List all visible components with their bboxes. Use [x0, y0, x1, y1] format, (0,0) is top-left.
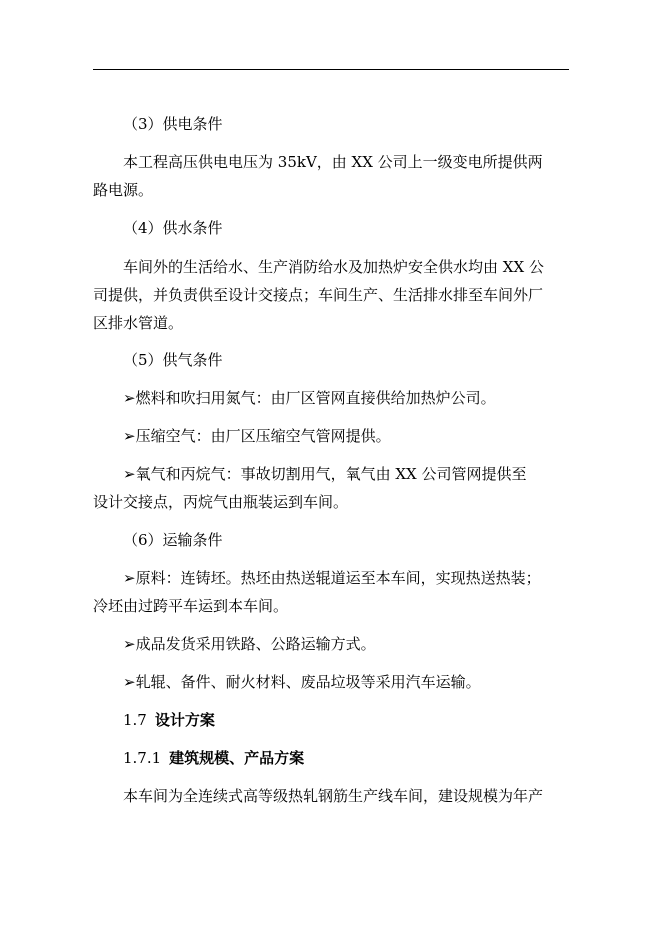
heading-gas-supply: （5）供气条件	[123, 351, 223, 369]
arrow-bullet-icon: ➢	[123, 465, 136, 483]
arrow-bullet-icon: ➢	[123, 635, 136, 653]
heading-power-supply: （3）供电条件	[123, 115, 223, 133]
list-item-text: 成品发货采用铁路、公路运输方式。	[135, 635, 376, 653]
section-number: 1.7	[123, 711, 147, 729]
list-item-text: 压缩空气：由厂区压缩空气管网提供。	[135, 427, 391, 445]
text-line: 本车间为全连续式高等级热轧钢筋生产线车间，建设规模为年产	[123, 787, 544, 805]
list-item	[93, 460, 569, 516]
text-line: 路电源。	[93, 181, 154, 199]
list-item	[93, 422, 569, 450]
section-heading-1-7-1	[123, 744, 599, 772]
paragraph-water-supply	[93, 253, 569, 337]
arrow-bullet-icon: ➢	[123, 389, 136, 407]
section-title: 设计方案	[154, 711, 215, 729]
text-line: 司提供，并负责供至设计交接点；车间生产、生活排水排至车间外厂	[93, 286, 544, 304]
section-heading-1-7	[123, 706, 599, 734]
text-line: 区排水管道。	[93, 314, 184, 332]
arrow-bullet-icon: ➢	[123, 427, 136, 445]
list-item-text: 原料：连铸坯。热坯由热送辊道运至本车间，实现热送热装；	[135, 569, 541, 587]
list-item	[93, 630, 569, 658]
header-rule	[93, 69, 569, 70]
heading-water-supply: （4）供水条件	[123, 219, 223, 237]
list-item-text: 燃料和吹扫用氮气：由厂区管网直接供给加热炉公司。	[135, 389, 496, 407]
text-line: 本工程高压供电电压为 35kV，由 XX 公司上一级变电所提供两	[123, 153, 543, 171]
list-item-text: 氧气和丙烷气：事故切割用气，氧气由 XX 公司管网提供至	[135, 465, 527, 483]
list-item-text: 设计交接点，丙烷气由瓶装运到车间。	[93, 493, 349, 511]
heading-transport: （6）运输条件	[123, 531, 223, 549]
arrow-bullet-icon: ➢	[123, 673, 136, 691]
list-item	[93, 384, 569, 412]
list-item-text: 冷坯由过跨平车运到本车间。	[93, 597, 289, 615]
list-item	[93, 668, 569, 696]
section-number: 1.7.1	[123, 749, 162, 767]
list-item	[93, 564, 569, 620]
arrow-bullet-icon: ➢	[123, 569, 136, 587]
text-line: 车间外的生活给水、生产消防给水及加热炉安全供水均由 XX 公	[123, 258, 544, 276]
list-item-text: 轧辊、备件、耐火材料、废品垃圾等采用汽车运输。	[135, 673, 481, 691]
paragraph-scale	[93, 782, 569, 810]
paragraph-power-supply	[93, 148, 569, 204]
section-title: 建筑规模、产品方案	[169, 749, 305, 767]
